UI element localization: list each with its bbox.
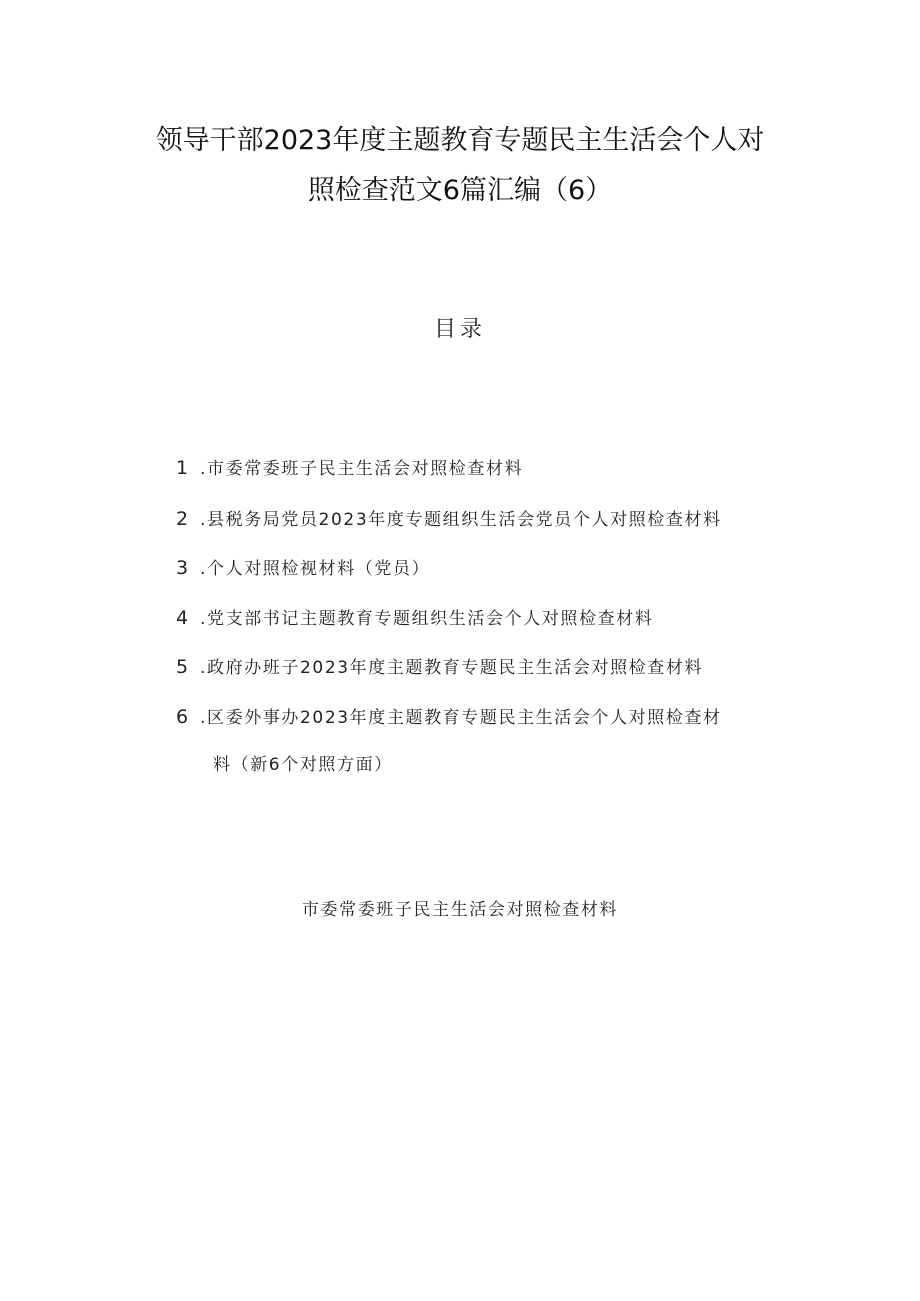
toc-item-number: 5 [176, 656, 189, 678]
toc-item-5[interactable] [176, 653, 776, 678]
toc-item-text: .区委外事办2023年度主题教育专题民主生活会个人对照检查材 [200, 708, 722, 728]
document-title-line-2: 照检查范文6篇汇编（6） [307, 175, 613, 206]
toc-heading: 目录 [433, 317, 486, 342]
toc-item-number: 1 [176, 457, 189, 479]
toc-item-number: 4 [176, 607, 189, 629]
toc-item-text: .个人对照检视材料（党员） [200, 559, 431, 579]
toc-item-text: .党支部书记主题教育专题组织生活会个人对照检查材料 [200, 609, 654, 629]
toc-item-1[interactable] [176, 454, 776, 479]
document-title-line-1: 领导干部2023年度主题教育专题民主生活会个人对 [155, 125, 765, 156]
toc-item-text: .市委常委班子民主生活会对照检查材料 [200, 459, 524, 479]
toc-item-6[interactable] [176, 703, 776, 728]
toc-item-2[interactable] [176, 505, 776, 530]
toc-item-number: 2 [176, 508, 189, 530]
toc-item-number: 3 [176, 557, 189, 579]
toc-item-text: .县税务局党员2023年度专题组织生活会党员个人对照检查材料 [200, 510, 722, 530]
toc-item-6-continuation: 料（新6个对照方面） [213, 755, 393, 775]
toc-item-3[interactable] [176, 554, 776, 579]
section-1-title: 市委常委班子民主生活会对照检查材料 [301, 900, 619, 920]
toc-item-number: 6 [176, 706, 189, 728]
toc-item-text: .政府办班子2023年度主题教育专题民主生活会对照检查材料 [200, 658, 704, 678]
toc-item-4[interactable] [176, 604, 776, 629]
